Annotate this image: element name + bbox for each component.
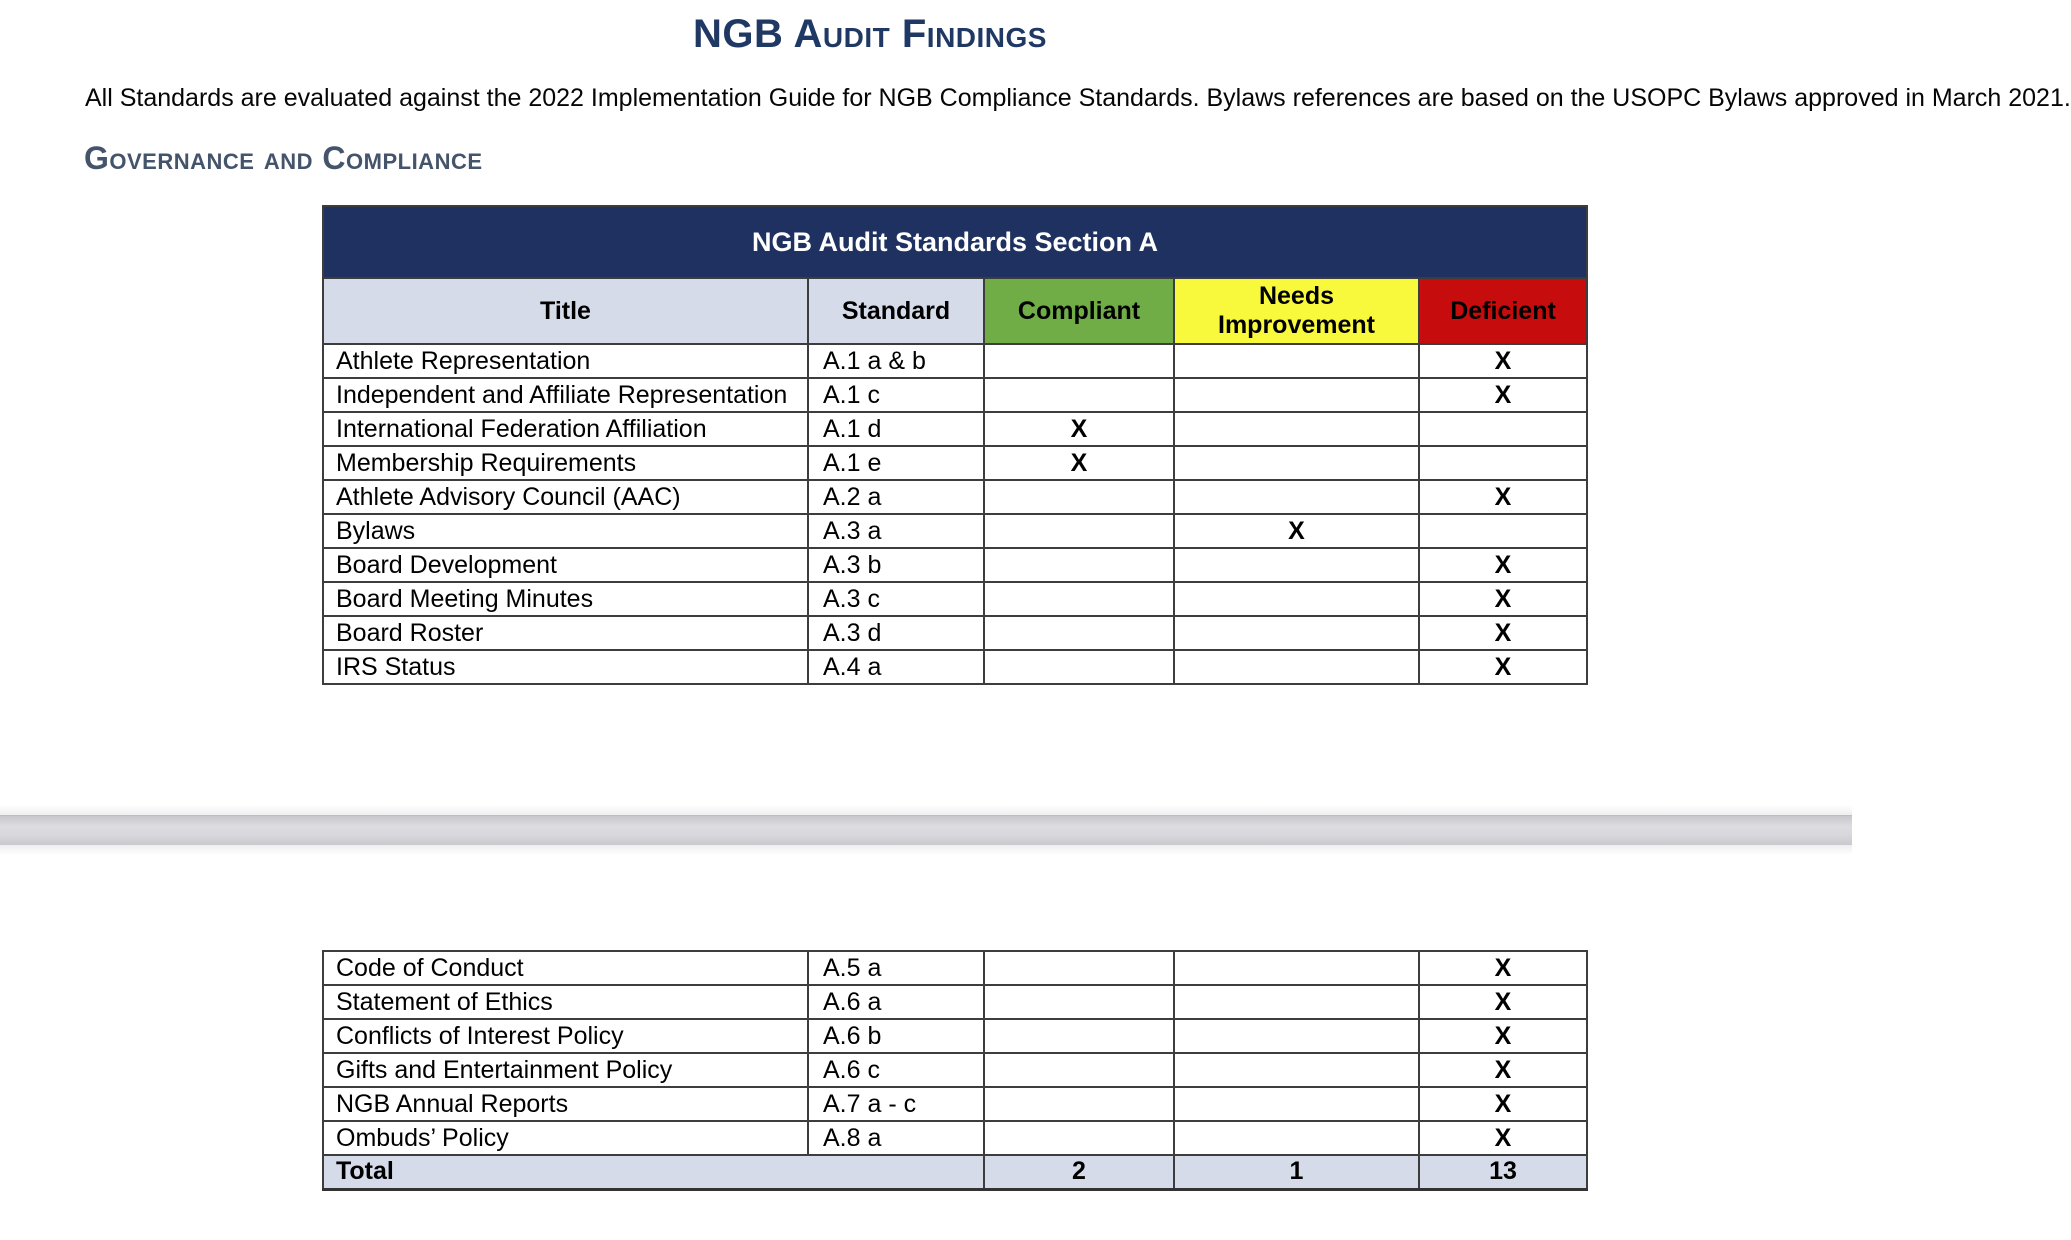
- page-break-separator: [0, 815, 1852, 846]
- table-row: [323, 378, 1587, 412]
- table-row: [323, 412, 1587, 446]
- compliant-mark-cell: [984, 344, 1174, 378]
- compliant-mark-cell: [984, 548, 1174, 582]
- table-row: [323, 951, 1587, 985]
- table-row: [323, 344, 1587, 378]
- compliant-mark-cell: [984, 514, 1174, 548]
- table-row: [323, 985, 1587, 1019]
- row-standard-cell: A.6 c: [808, 1053, 984, 1087]
- deficient-mark-cell: X: [1419, 650, 1587, 684]
- row-standard-cell: A.3 a: [808, 514, 984, 548]
- section-heading-governance: Governance and Compliance: [84, 140, 483, 176]
- deficient-mark-cell: X: [1419, 378, 1587, 412]
- needs-improvement-mark-cell: [1174, 582, 1419, 616]
- table-row: [323, 548, 1587, 582]
- row-standard-cell: A.8 a: [808, 1121, 984, 1155]
- ngb-audit-table-page1: [322, 205, 1588, 685]
- needs-improvement-mark-cell: X: [1174, 514, 1419, 548]
- table-row: [323, 514, 1587, 548]
- column-header-compliant: Compliant: [984, 278, 1174, 344]
- column-header-standard: Standard: [808, 278, 984, 344]
- deficient-mark-cell: X: [1419, 1121, 1587, 1155]
- page-top-shadow: [0, 845, 1852, 855]
- compliant-mark-cell: X: [984, 446, 1174, 480]
- deficient-mark-cell: X: [1419, 1053, 1587, 1087]
- column-header-deficient: Deficient: [1419, 278, 1587, 344]
- deficient-mark-cell: X: [1419, 344, 1587, 378]
- deficient-mark-cell: [1419, 446, 1587, 480]
- table-row: [323, 1053, 1587, 1087]
- row-title-cell: Independent and Affiliate Representation: [323, 378, 808, 412]
- total-label-cell: Total: [323, 1155, 984, 1189]
- deficient-mark-cell: X: [1419, 985, 1587, 1019]
- row-title-cell: Ombuds’ Policy: [323, 1121, 808, 1155]
- total-needs-improvement-cell: 1: [1174, 1155, 1419, 1189]
- row-standard-cell: A.1 c: [808, 378, 984, 412]
- ngb-audit-table-page2: [322, 950, 1588, 1191]
- row-standard-cell: A.3 d: [808, 616, 984, 650]
- table-row: [323, 582, 1587, 616]
- table-row: [323, 480, 1587, 514]
- total-deficient-cell: 13: [1419, 1155, 1587, 1189]
- intro-paragraph: All Standards are evaluated against the 2022 Implementation Guide for NGB Compliance Standards. Bylaws references are based on the USOPC Bylaws approved in March 2021.: [85, 84, 2071, 112]
- deficient-mark-cell: X: [1419, 582, 1587, 616]
- table-row: [323, 1087, 1587, 1121]
- needs-improvement-mark-cell: [1174, 412, 1419, 446]
- table-row: [323, 446, 1587, 480]
- row-standard-cell: A.1 d: [808, 412, 984, 446]
- table-row: [323, 1019, 1587, 1053]
- deficient-mark-cell: X: [1419, 548, 1587, 582]
- page-bottom-shadow: [0, 805, 1852, 815]
- row-standard-cell: A.6 b: [808, 1019, 984, 1053]
- column-header-needs-improvement: Needs Improvement: [1174, 278, 1419, 344]
- needs-improvement-mark-cell: [1174, 548, 1419, 582]
- needs-improvement-mark-cell: [1174, 985, 1419, 1019]
- row-standard-cell: A.3 b: [808, 548, 984, 582]
- row-title-cell: NGB Annual Reports: [323, 1087, 808, 1121]
- needs-improvement-mark-cell: [1174, 344, 1419, 378]
- deficient-mark-cell: X: [1419, 616, 1587, 650]
- needs-improvement-mark-cell: [1174, 1053, 1419, 1087]
- deficient-mark-cell: [1419, 412, 1587, 446]
- row-title-cell: Board Meeting Minutes: [323, 582, 808, 616]
- row-title-cell: IRS Status: [323, 650, 808, 684]
- compliant-mark-cell: [984, 1121, 1174, 1155]
- compliant-mark-cell: [984, 582, 1174, 616]
- row-title-cell: Athlete Advisory Council (AAC): [323, 480, 808, 514]
- page-title: NGB Audit Findings: [693, 12, 1047, 56]
- column-header-title: Title: [323, 278, 808, 344]
- row-standard-cell: A.7 a - c: [808, 1087, 984, 1121]
- row-standard-cell: A.2 a: [808, 480, 984, 514]
- needs-improvement-mark-cell: [1174, 378, 1419, 412]
- needs-improvement-mark-cell: [1174, 650, 1419, 684]
- table-banner-row: [323, 206, 1587, 278]
- deficient-mark-cell: X: [1419, 1019, 1587, 1053]
- needs-improvement-mark-cell: [1174, 1121, 1419, 1155]
- table-banner-title: NGB Audit Standards Section A: [323, 206, 1587, 278]
- row-title-cell: Gifts and Entertainment Policy: [323, 1053, 808, 1087]
- compliant-mark-cell: [984, 616, 1174, 650]
- row-standard-cell: A.6 a: [808, 985, 984, 1019]
- row-title-cell: International Federation Affiliation: [323, 412, 808, 446]
- compliant-mark-cell: [984, 1087, 1174, 1121]
- needs-improvement-mark-cell: [1174, 1019, 1419, 1053]
- row-standard-cell: A.3 c: [808, 582, 984, 616]
- row-standard-cell: A.1 a & b: [808, 344, 984, 378]
- table-row: [323, 616, 1587, 650]
- row-title-cell: Membership Requirements: [323, 446, 808, 480]
- needs-improvement-mark-cell: [1174, 1087, 1419, 1121]
- row-title-cell: Athlete Representation: [323, 344, 808, 378]
- row-title-cell: Board Development: [323, 548, 808, 582]
- row-standard-cell: A.5 a: [808, 951, 984, 985]
- needs-improvement-mark-cell: [1174, 951, 1419, 985]
- deficient-mark-cell: X: [1419, 480, 1587, 514]
- row-title-cell: Conflicts of Interest Policy: [323, 1019, 808, 1053]
- deficient-mark-cell: X: [1419, 1087, 1587, 1121]
- compliant-mark-cell: [984, 378, 1174, 412]
- total-compliant-cell: 2: [984, 1155, 1174, 1189]
- row-title-cell: Bylaws: [323, 514, 808, 548]
- compliant-mark-cell: [984, 1019, 1174, 1053]
- compliant-mark-cell: [984, 951, 1174, 985]
- table-row: [323, 1121, 1587, 1155]
- compliant-mark-cell: X: [984, 412, 1174, 446]
- deficient-mark-cell: [1419, 514, 1587, 548]
- needs-improvement-mark-cell: [1174, 446, 1419, 480]
- row-standard-cell: A.4 a: [808, 650, 984, 684]
- total-row: [323, 1155, 1587, 1189]
- needs-improvement-mark-cell: [1174, 616, 1419, 650]
- compliant-mark-cell: [984, 650, 1174, 684]
- row-title-cell: Statement of Ethics: [323, 985, 808, 1019]
- row-title-cell: Code of Conduct: [323, 951, 808, 985]
- compliant-mark-cell: [984, 985, 1174, 1019]
- deficient-mark-cell: X: [1419, 951, 1587, 985]
- row-standard-cell: A.1 e: [808, 446, 984, 480]
- needs-improvement-mark-cell: [1174, 480, 1419, 514]
- table-header-row: [323, 278, 1587, 344]
- compliant-mark-cell: [984, 1053, 1174, 1087]
- table-row: [323, 650, 1587, 684]
- row-title-cell: Board Roster: [323, 616, 808, 650]
- compliant-mark-cell: [984, 480, 1174, 514]
